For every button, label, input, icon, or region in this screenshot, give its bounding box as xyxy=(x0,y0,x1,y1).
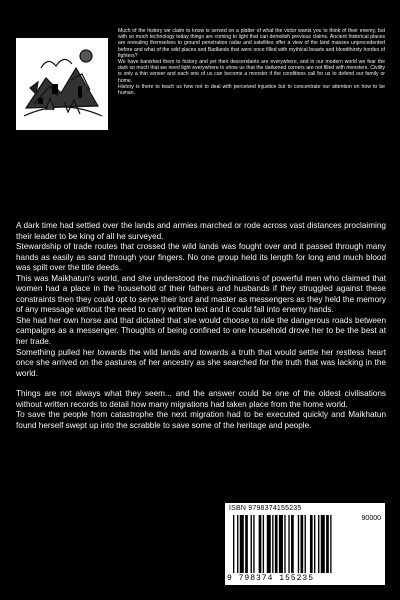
barcode-stripe xyxy=(288,515,289,573)
barcode-stripe xyxy=(330,515,331,573)
barcode-stripe xyxy=(291,515,294,573)
blurb-paragraph: Something pulled her towards the wild lands and towards a truth that would settle her restless heart once she arrived on the pastures of her ancestry as she searched for the truth that was lacking in the world. xyxy=(16,347,386,378)
sketch-illustration xyxy=(16,38,108,130)
barcode-stripe xyxy=(267,515,271,573)
barcode-stripe xyxy=(259,515,262,573)
intro-text xyxy=(118,28,385,96)
barcode-stripe xyxy=(298,515,299,573)
intro-paragraph: Much of the history we claim to know is served on a platter of what the victor wants you to think of their enemy, but with so much technology today things are coming to light that can demolish previous claims. Ancient historical places are revealing themselves to ground penetration radar and satellites offer a view of the land masses unprecedented before and what of the wild places and Badlands that were once filled with mythical beasts and bloodthirsty hordes of fighters? xyxy=(118,28,385,59)
barcode-stripe xyxy=(272,515,273,573)
intro-paragraph: History is there to teach us how not to deal with perceived injustice but to concentrate our attention on how to be human. xyxy=(118,83,385,97)
barcode-stripe xyxy=(318,515,319,573)
barcode-stripe xyxy=(245,515,248,573)
blurb-paragraph: To save the people from catastrophe the next migration had to be executed quickly and Maikhatun found herself swept up into the scrabble to save some of the heritage and people. xyxy=(16,410,386,430)
blurb-text xyxy=(16,221,386,431)
blurb-paragraph: This was Maikhatun's world, and she understood the machinations of powerful men who claimed that women had a place in the household of their fathers and husbands if they struggled against these constraints then they could opt to serve their lord and master as messengers as they held the memory of any message without the need to carry written text and it could fall into enemy hands. xyxy=(16,273,386,315)
barcode-stripe xyxy=(314,515,315,573)
isbn-label: ISBN 9798374155235 xyxy=(229,505,302,512)
barcode-stripe xyxy=(251,515,252,573)
paragraph-gap xyxy=(16,379,386,389)
barcode-stripe xyxy=(275,515,278,573)
barcode-stripe xyxy=(326,515,329,573)
barcode-stripe xyxy=(279,515,283,573)
barcode-box xyxy=(225,503,385,585)
blurb-paragraph: Stewardship of trade routes that crossed the wild lands was fought over and it passed through many hands as easily as sand through your fingers. No one group held its length for long and much blood was spilt over the title deeds. xyxy=(16,242,386,273)
blurb-paragraph: A dark time had settled over the lands and armies marched or rode across vast distances proclaiming their leader to be king of all he surveyed. xyxy=(16,221,386,241)
price-code: 90000 xyxy=(361,515,381,522)
barcode-stripe xyxy=(284,515,285,573)
barcode-stripe xyxy=(310,515,313,573)
barcode-stripe xyxy=(237,515,238,573)
barcode-stripe xyxy=(240,515,244,573)
barcode-bars xyxy=(231,515,379,573)
top-section xyxy=(16,28,386,198)
barcode-graphic xyxy=(231,515,379,573)
barcode-stripe xyxy=(321,515,325,573)
barcode-stripe xyxy=(305,515,306,573)
intro-paragraph: We have banished them to history and yet their descendants are everywhere, and in our modern world we fear the dark so much that we need light everywhere to show us that the darkened corners are not filled with monsters. Civility is only a thin veneer and each one of us can become a monster if the conditions call for us to defend our family or home. xyxy=(118,59,385,84)
barcode-stripe xyxy=(301,515,304,573)
barcode-stripe xyxy=(263,515,264,573)
blurb-paragraph: She had her own horse and that dictated that she would choose to ride the dangerous roads between campaigns as a messenger. Thoughts of being confined to one household drove her to be the best at her trade. xyxy=(16,315,386,347)
barcode-stripe xyxy=(253,515,254,573)
barcode-stripe xyxy=(233,515,234,573)
isbn-digits: 9 798374 155235 xyxy=(227,574,315,583)
cover-artwork xyxy=(16,38,108,130)
blurb-paragraph: Things are not always what they seem... and the answer could be one of the oldest civilisations without written records to detail how many migrations had taken place from the home world. xyxy=(16,389,386,409)
